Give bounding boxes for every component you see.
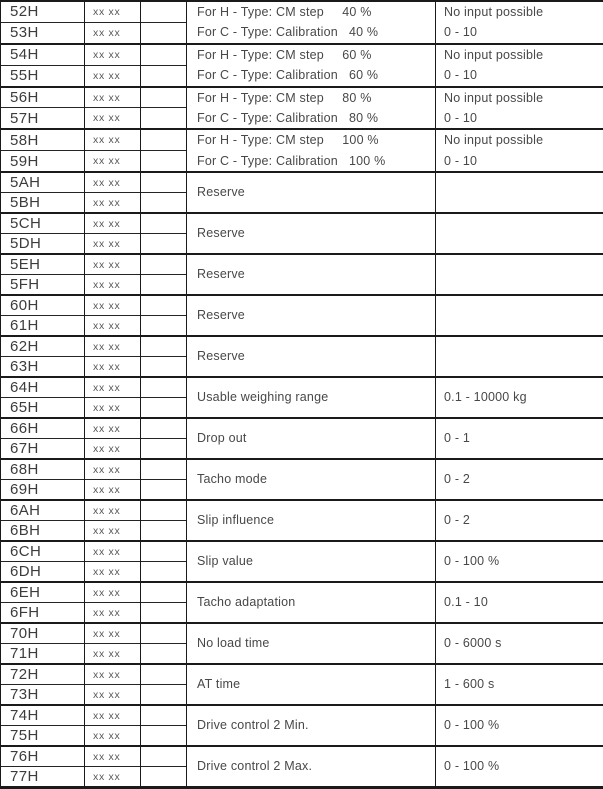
address-cell: 59H: [1, 151, 85, 172]
description-line: For H - Type: CM step 40 %: [187, 2, 435, 22]
description-line: Reserve: [187, 350, 435, 363]
flag-cell: [141, 22, 187, 43]
table-row: [1, 418, 603, 439]
range-line: 0 - 1: [436, 432, 603, 445]
flag-cell: [141, 336, 187, 357]
flag-cell: [141, 541, 187, 562]
range-line: 0 - 100 %: [436, 555, 603, 568]
value-cell: xx xx: [85, 87, 141, 108]
range-cell: [436, 213, 603, 254]
address-cell: 69H: [1, 480, 85, 501]
description-cell: [187, 377, 436, 418]
table-row: [1, 295, 603, 316]
value-cell: xx xx: [85, 603, 141, 624]
table-row: [1, 582, 603, 603]
range-cell: [436, 664, 603, 705]
description-cell: [187, 541, 436, 582]
table-row: [1, 459, 603, 480]
description-cell: [187, 336, 436, 377]
flag-cell: [141, 295, 187, 316]
range-line: No input possible: [436, 2, 603, 22]
address-cell: 62H: [1, 336, 85, 357]
range-line: 0 - 10: [436, 108, 603, 128]
address-cell: 5EH: [1, 254, 85, 275]
description-cell: [187, 1, 436, 44]
table-row: [1, 746, 603, 767]
value-cell: xx xx: [85, 129, 141, 150]
description-cell: [187, 418, 436, 459]
table-row: [1, 213, 603, 234]
table-row: [1, 254, 603, 275]
table-row: [1, 500, 603, 521]
description-line: For C - Type: Calibration 100 %: [187, 151, 435, 171]
address-cell: 77H: [1, 767, 85, 788]
flag-cell: [141, 603, 187, 624]
flag-cell: [141, 172, 187, 193]
range-line: 0 - 2: [436, 473, 603, 486]
description-line: Reserve: [187, 186, 435, 199]
value-cell: xx xx: [85, 336, 141, 357]
address-cell: 68H: [1, 459, 85, 480]
range-cell: [436, 87, 603, 130]
description-cell: [187, 129, 436, 172]
value-cell: xx xx: [85, 377, 141, 398]
value-cell: xx xx: [85, 685, 141, 706]
value-cell: xx xx: [85, 500, 141, 521]
range-line: No input possible: [436, 45, 603, 65]
value-cell: xx xx: [85, 521, 141, 542]
address-cell: 74H: [1, 705, 85, 726]
flag-cell: [141, 151, 187, 172]
value-cell: xx xx: [85, 108, 141, 129]
value-cell: xx xx: [85, 357, 141, 378]
range-line: 1 - 600 s: [436, 678, 603, 691]
flag-cell: [141, 726, 187, 747]
description-line: For H - Type: CM step 100 %: [187, 130, 435, 150]
description-line: For C - Type: Calibration 80 %: [187, 108, 435, 128]
description-cell: [187, 254, 436, 295]
address-cell: 65H: [1, 398, 85, 419]
description-line: Slip value: [187, 555, 435, 568]
address-cell: 5BH: [1, 193, 85, 214]
description-line: For C - Type: Calibration 40 %: [187, 22, 435, 42]
range-cell: [436, 1, 603, 44]
range-line: No input possible: [436, 88, 603, 108]
flag-cell: [141, 562, 187, 583]
value-cell: xx xx: [85, 644, 141, 665]
address-cell: 60H: [1, 295, 85, 316]
description-cell: [187, 582, 436, 623]
flag-cell: [141, 129, 187, 150]
address-cell: 6DH: [1, 562, 85, 583]
description-line: AT time: [187, 678, 435, 691]
value-cell: xx xx: [85, 151, 141, 172]
address-cell: 53H: [1, 22, 85, 43]
description-cell: [187, 213, 436, 254]
flag-cell: [141, 65, 187, 86]
range-cell: [436, 582, 603, 623]
description-cell: [187, 664, 436, 705]
flag-cell: [141, 398, 187, 419]
address-cell: 6EH: [1, 582, 85, 603]
flag-cell: [141, 582, 187, 603]
range-cell: [436, 172, 603, 213]
value-cell: xx xx: [85, 316, 141, 337]
value-cell: xx xx: [85, 726, 141, 747]
description-line: Reserve: [187, 268, 435, 281]
range-cell: [436, 295, 603, 336]
table-row: [1, 623, 603, 644]
range-cell: [436, 377, 603, 418]
flag-cell: [141, 213, 187, 234]
table-row: [1, 44, 603, 65]
range-cell: [436, 418, 603, 459]
address-cell: 6BH: [1, 521, 85, 542]
value-cell: xx xx: [85, 664, 141, 685]
description-line: For H - Type: CM step 60 %: [187, 45, 435, 65]
range-line: 0 - 10: [436, 22, 603, 42]
range-cell: [436, 336, 603, 377]
table-row: [1, 336, 603, 357]
description-cell: [187, 295, 436, 336]
value-cell: xx xx: [85, 398, 141, 419]
address-cell: 72H: [1, 664, 85, 685]
value-cell: xx xx: [85, 172, 141, 193]
address-cell: 57H: [1, 108, 85, 129]
description-cell: [187, 459, 436, 500]
flag-cell: [141, 234, 187, 255]
flag-cell: [141, 1, 187, 22]
address-cell: 66H: [1, 418, 85, 439]
flag-cell: [141, 623, 187, 644]
table-row: [1, 87, 603, 108]
table-row: [1, 377, 603, 398]
flag-cell: [141, 746, 187, 767]
value-cell: xx xx: [85, 746, 141, 767]
range-cell: [436, 459, 603, 500]
address-cell: 5CH: [1, 213, 85, 234]
range-line: 0 - 10: [436, 65, 603, 85]
flag-cell: [141, 275, 187, 296]
description-line: Reserve: [187, 309, 435, 322]
value-cell: xx xx: [85, 767, 141, 788]
flag-cell: [141, 705, 187, 726]
value-cell: xx xx: [85, 562, 141, 583]
address-cell: 64H: [1, 377, 85, 398]
description-line: No load time: [187, 637, 435, 650]
flag-cell: [141, 767, 187, 788]
range-line: 0 - 100 %: [436, 719, 603, 732]
range-line: 0.1 - 10000 kg: [436, 391, 603, 404]
value-cell: xx xx: [85, 213, 141, 234]
flag-cell: [141, 108, 187, 129]
address-cell: 6FH: [1, 603, 85, 624]
description-cell: [187, 87, 436, 130]
address-cell: 56H: [1, 87, 85, 108]
address-cell: 6AH: [1, 500, 85, 521]
description-line: Slip influence: [187, 514, 435, 527]
flag-cell: [141, 500, 187, 521]
range-cell: [436, 254, 603, 295]
description-cell: [187, 500, 436, 541]
address-cell: 55H: [1, 65, 85, 86]
flag-cell: [141, 87, 187, 108]
address-cell: 5AH: [1, 172, 85, 193]
value-cell: xx xx: [85, 234, 141, 255]
value-cell: xx xx: [85, 22, 141, 43]
flag-cell: [141, 521, 187, 542]
address-cell: 52H: [1, 1, 85, 22]
description-line: Drive control 2 Min.: [187, 719, 435, 732]
address-cell: 67H: [1, 439, 85, 460]
value-cell: xx xx: [85, 541, 141, 562]
description-line: Drop out: [187, 432, 435, 445]
address-cell: 73H: [1, 685, 85, 706]
value-cell: xx xx: [85, 44, 141, 65]
range-cell: [436, 705, 603, 746]
range-line: 0 - 10: [436, 151, 603, 171]
address-cell: 70H: [1, 623, 85, 644]
value-cell: xx xx: [85, 254, 141, 275]
table-row: [1, 129, 603, 150]
value-cell: xx xx: [85, 459, 141, 480]
value-cell: xx xx: [85, 295, 141, 316]
flag-cell: [141, 44, 187, 65]
flag-cell: [141, 480, 187, 501]
description-line: For C - Type: Calibration 60 %: [187, 65, 435, 85]
address-cell: 58H: [1, 129, 85, 150]
address-cell: 75H: [1, 726, 85, 747]
address-cell: 76H: [1, 746, 85, 767]
range-line: 0 - 100 %: [436, 760, 603, 773]
description-cell: [187, 172, 436, 213]
flag-cell: [141, 316, 187, 337]
range-line: 0.1 - 10: [436, 596, 603, 609]
address-cell: 71H: [1, 644, 85, 665]
description-line: Tacho mode: [187, 473, 435, 486]
address-cell: 63H: [1, 357, 85, 378]
value-cell: xx xx: [85, 193, 141, 214]
table-row: [1, 541, 603, 562]
description-cell: [187, 705, 436, 746]
description-line: Drive control 2 Max.: [187, 760, 435, 773]
flag-cell: [141, 644, 187, 665]
address-cell: 5FH: [1, 275, 85, 296]
description-line: Tacho adaptation: [187, 596, 435, 609]
description-line: Reserve: [187, 227, 435, 240]
description-line: For H - Type: CM step 80 %: [187, 88, 435, 108]
range-cell: [436, 746, 603, 788]
flag-cell: [141, 459, 187, 480]
range-cell: [436, 129, 603, 172]
flag-cell: [141, 377, 187, 398]
value-cell: xx xx: [85, 1, 141, 22]
description-cell: [187, 746, 436, 788]
value-cell: xx xx: [85, 582, 141, 603]
address-cell: 5DH: [1, 234, 85, 255]
description-cell: [187, 623, 436, 664]
flag-cell: [141, 685, 187, 706]
flag-cell: [141, 418, 187, 439]
description-line: Usable weighing range: [187, 391, 435, 404]
range-cell: [436, 541, 603, 582]
value-cell: xx xx: [85, 418, 141, 439]
address-cell: 6CH: [1, 541, 85, 562]
flag-cell: [141, 664, 187, 685]
address-cell: 61H: [1, 316, 85, 337]
range-cell: [436, 44, 603, 87]
table-row: [1, 664, 603, 685]
flag-cell: [141, 439, 187, 460]
range-line: No input possible: [436, 130, 603, 150]
range-cell: [436, 500, 603, 541]
table-row: [1, 705, 603, 726]
table-row: [1, 1, 603, 22]
value-cell: xx xx: [85, 275, 141, 296]
range-cell: [436, 623, 603, 664]
value-cell: xx xx: [85, 705, 141, 726]
range-line: 0 - 2: [436, 514, 603, 527]
flag-cell: [141, 193, 187, 214]
value-cell: xx xx: [85, 65, 141, 86]
range-line: 0 - 6000 s: [436, 637, 603, 650]
value-cell: xx xx: [85, 439, 141, 460]
value-cell: xx xx: [85, 623, 141, 644]
flag-cell: [141, 254, 187, 275]
address-cell: 54H: [1, 44, 85, 65]
flag-cell: [141, 357, 187, 378]
table-row: [1, 172, 603, 193]
value-cell: xx xx: [85, 480, 141, 501]
description-cell: [187, 44, 436, 87]
